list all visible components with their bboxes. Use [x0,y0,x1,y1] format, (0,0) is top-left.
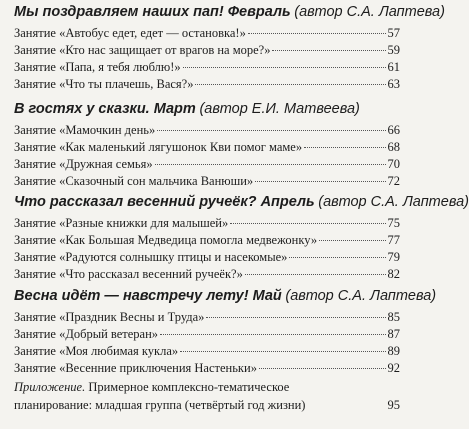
entry-page: 63 [387,77,400,91]
appendix-text-2: планирование: младшая группа (четвёртый год жизни) [14,398,306,412]
toc-section-february [14,3,445,93]
dot-leader [304,147,385,148]
dot-leader [230,223,385,224]
entry-title: Занятие «Праздник Весны и Труда» [14,310,205,324]
entry-page: 92 [387,361,400,375]
toc-entry [14,249,400,266]
section-title: В гостях у сказки. Март [14,101,196,117]
toc-entry [14,139,400,156]
appendix-entry [14,378,400,414]
entry-title: Занятие «Сказочный сон мальчика Ванюши» [14,174,254,188]
entry-title: Занятие «Весенние приключения Настеньки» [14,361,257,375]
entry-page: 66 [387,123,400,137]
entry-page: 82 [387,267,400,281]
toc-section-may [14,287,437,377]
entry-page: 87 [387,327,400,341]
entry-title: Занятие «Кто нас защищает от врагов на море?» [14,43,271,57]
toc-entry [14,42,400,59]
dot-leader [160,334,385,335]
toc-entry [14,343,400,360]
toc-entry [14,76,400,93]
entry-page: 70 [387,157,400,171]
toc-entry [14,232,400,249]
entry-title: Занятие «Мамочкин день» [14,123,156,137]
entry-title: Занятие «Как маленький лягушонок Кви помог маме» [14,140,303,154]
dot-leader [155,164,386,165]
entry-page: 68 [387,140,400,154]
appendix-label: Приложение. [14,380,86,394]
dot-leader [245,274,386,275]
toc-entry [14,326,400,343]
appendix-page: 95 [387,398,400,412]
section-heading [14,287,437,306]
dot-leader [157,130,385,131]
entry-page: 57 [387,26,400,40]
toc-entry [14,309,400,326]
dot-leader [180,351,385,352]
dot-leader [195,84,385,85]
entry-page: 77 [387,233,400,247]
entry-page: 89 [387,344,400,358]
dot-leader [272,50,385,51]
dot-leader [206,317,385,318]
appendix-line-1 [14,378,400,396]
dot-leader [255,181,385,182]
entry-title: Занятие «Дружная семья» [14,157,153,171]
section-title: Весна идёт — навстречу лету! Май [14,288,282,304]
entry-page: 75 [387,216,400,230]
entry-title: Занятие «Что рассказал весенний ручеёк?» [14,267,243,281]
entry-page: 79 [387,250,400,264]
toc-entry [14,266,400,283]
toc-section-april [14,193,469,283]
entry-title: Занятие «Как Большая Медведица помогла медвежонку» [14,233,318,247]
toc-entry [14,360,400,377]
entry-page: 85 [387,310,400,324]
dot-leader [183,67,386,68]
section-author: (автор Е.И. Матвеева) [199,101,360,117]
appendix-line-2 [14,396,400,414]
entry-title: Занятие «Папа, я тебя люблю!» [14,60,181,74]
entry-page: 61 [387,60,400,74]
toc-entry [14,173,400,190]
section-author: (автор С.А. Лаптева) [294,4,445,20]
entry-page: 59 [387,43,400,57]
entry-title: Занятие «Автобус едет, едет — остановка!» [14,26,246,40]
section-heading [14,193,469,212]
section-title: Что рассказал весенний ручеёк? Апрель [14,194,315,210]
entry-page: 72 [387,174,400,188]
toc-entry [14,215,400,232]
section-author: (автор С.А. Лаптева) [318,194,469,210]
entry-title: Занятие «Что ты плачешь, Вася?» [14,77,194,91]
toc-section-march [14,100,400,190]
toc-entry [14,156,400,173]
section-title: Мы поздравляем наших пап! Февраль [14,4,291,20]
entry-title: Занятие «Добрый ветеран» [14,327,159,341]
section-author: (автор С.А. Лаптева) [285,288,437,304]
appendix-text-1: Примерное комплексно-тематическое [88,380,290,394]
toc-entry [14,25,400,42]
entry-title: Занятие «Моя любимая кукла» [14,344,179,358]
dot-leader [259,368,386,369]
toc-entry [14,59,400,76]
entry-title: Занятие «Радуются солнышку птицы и насекомые» [14,250,288,264]
toc-entry [14,122,400,139]
section-heading [14,100,400,119]
dot-leader [319,240,385,241]
dot-leader [289,257,385,258]
dot-leader [248,33,386,34]
section-heading [14,3,445,22]
entry-title: Занятие «Разные книжки для малышей» [14,216,229,230]
